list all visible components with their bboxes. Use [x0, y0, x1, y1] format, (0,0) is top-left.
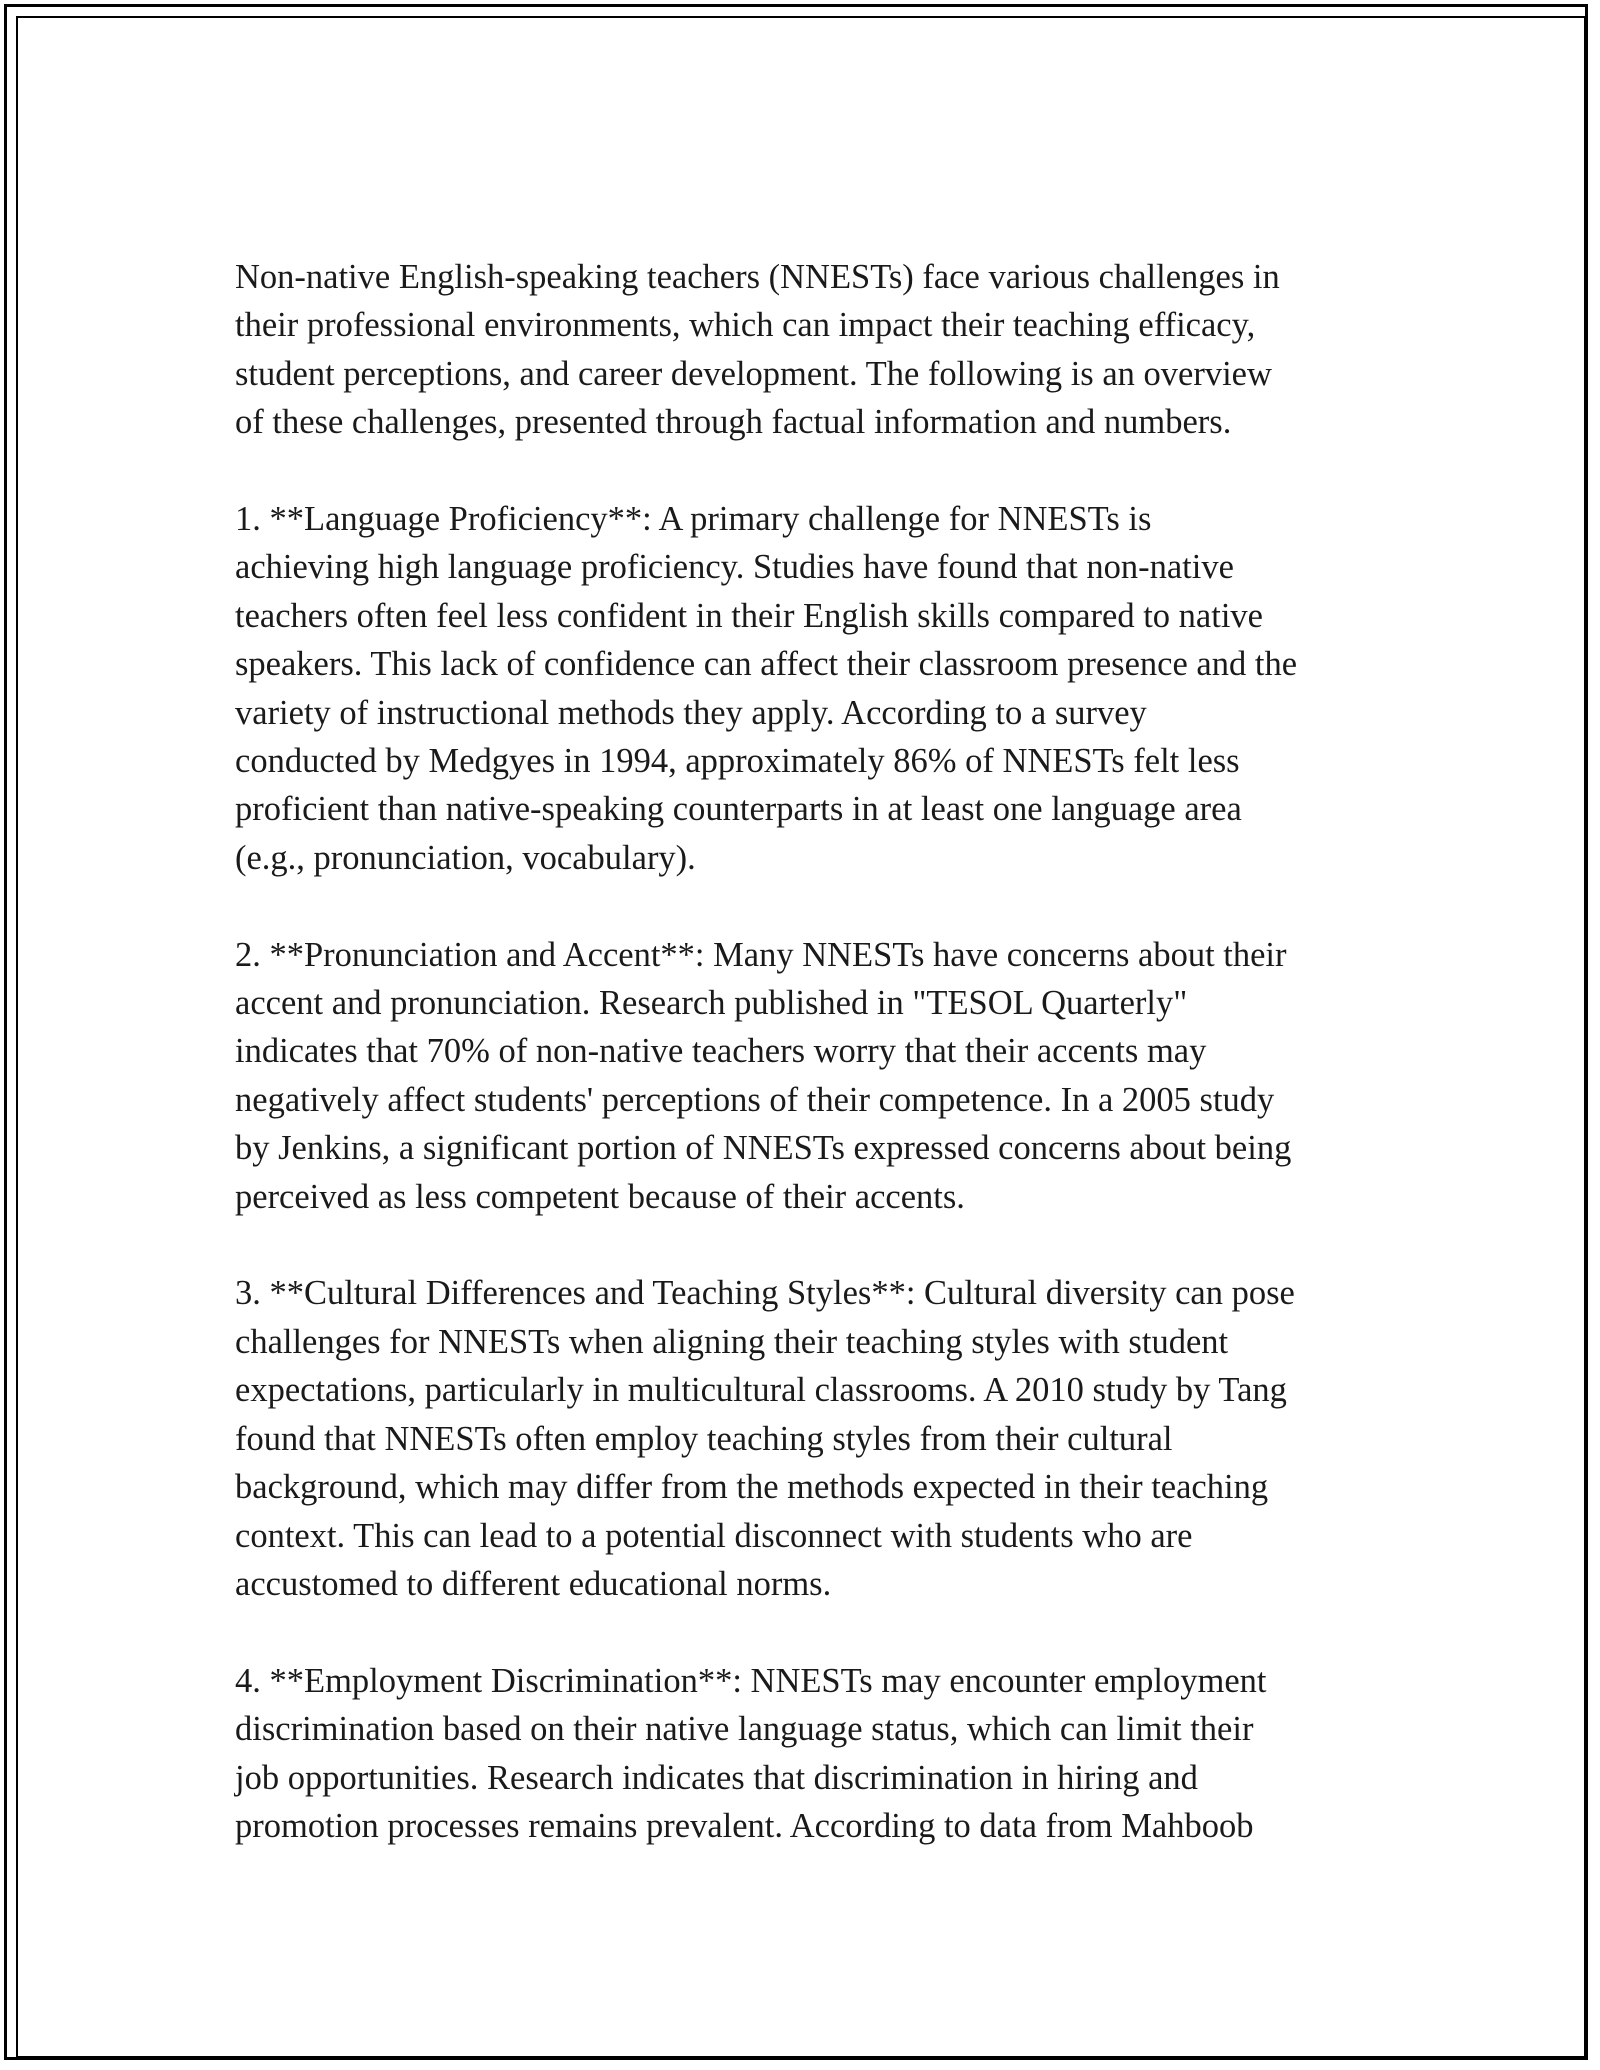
- document-body: [235, 253, 1375, 1850]
- intro-paragraph: Non-native English-speaking teachers (NNESTs) face various challenges in their professional environments, which can impact their teaching efficacy, student perceptions, and career development. The following is an overview of these challenges, presented through factual information and numbers.: [235, 258, 1280, 442]
- paragraph-pronunciation-accent: 2. **Pronunciation and Accent**: Many NNESTs have concerns about their accent and pronunciation. Research published in "TESOL Quarterly" indicates that 70% of non-native teachers worry that their accents may negatively affect students' perceptions of their competence. In a 2005 study by Jenkins, a significant portion of NNESTs expressed concerns about being perceived as less competent because of their accents.: [235, 935, 1292, 1216]
- paragraph-employment-discrimination: 4. **Employment Discrimination**: NNESTs may encounter employment discrimination based on their native language status, which can limit their job opportunities. Research indicates that discrimination in hiring and promotion processes remains prevalent. According to data from Mahboob: [235, 1661, 1267, 1845]
- paragraph-language-proficiency: 1. **Language Proficiency**: A primary challenge for NNESTs is achieving high language proficiency. Studies have found that non-native teachers often feel less confident in their English skills compared to native speakers. This lack of confidence can affect their classroom presence and the variety of instructional methods they apply. According to a survey conducted by Medgyes in 1994, approximately 86% of NNESTs felt less proficient than native-speaking counterparts in at least one language area (e.g., pronunciation, vocabulary).: [235, 500, 1298, 877]
- paragraph-cultural-differences: 3. **Cultural Differences and Teaching Styles**: Cultural diversity can pose challenges for NNESTs when aligning their teaching styles with student expectations, particularly in multicultural classrooms. A 2010 study by Tang found that NNESTs often employ teaching styles from their cultural background, which may differ from the methods expected in their teaching context. This can lead to a potential disconnect with students who are accustomed to different educational norms.: [235, 1274, 1295, 1603]
